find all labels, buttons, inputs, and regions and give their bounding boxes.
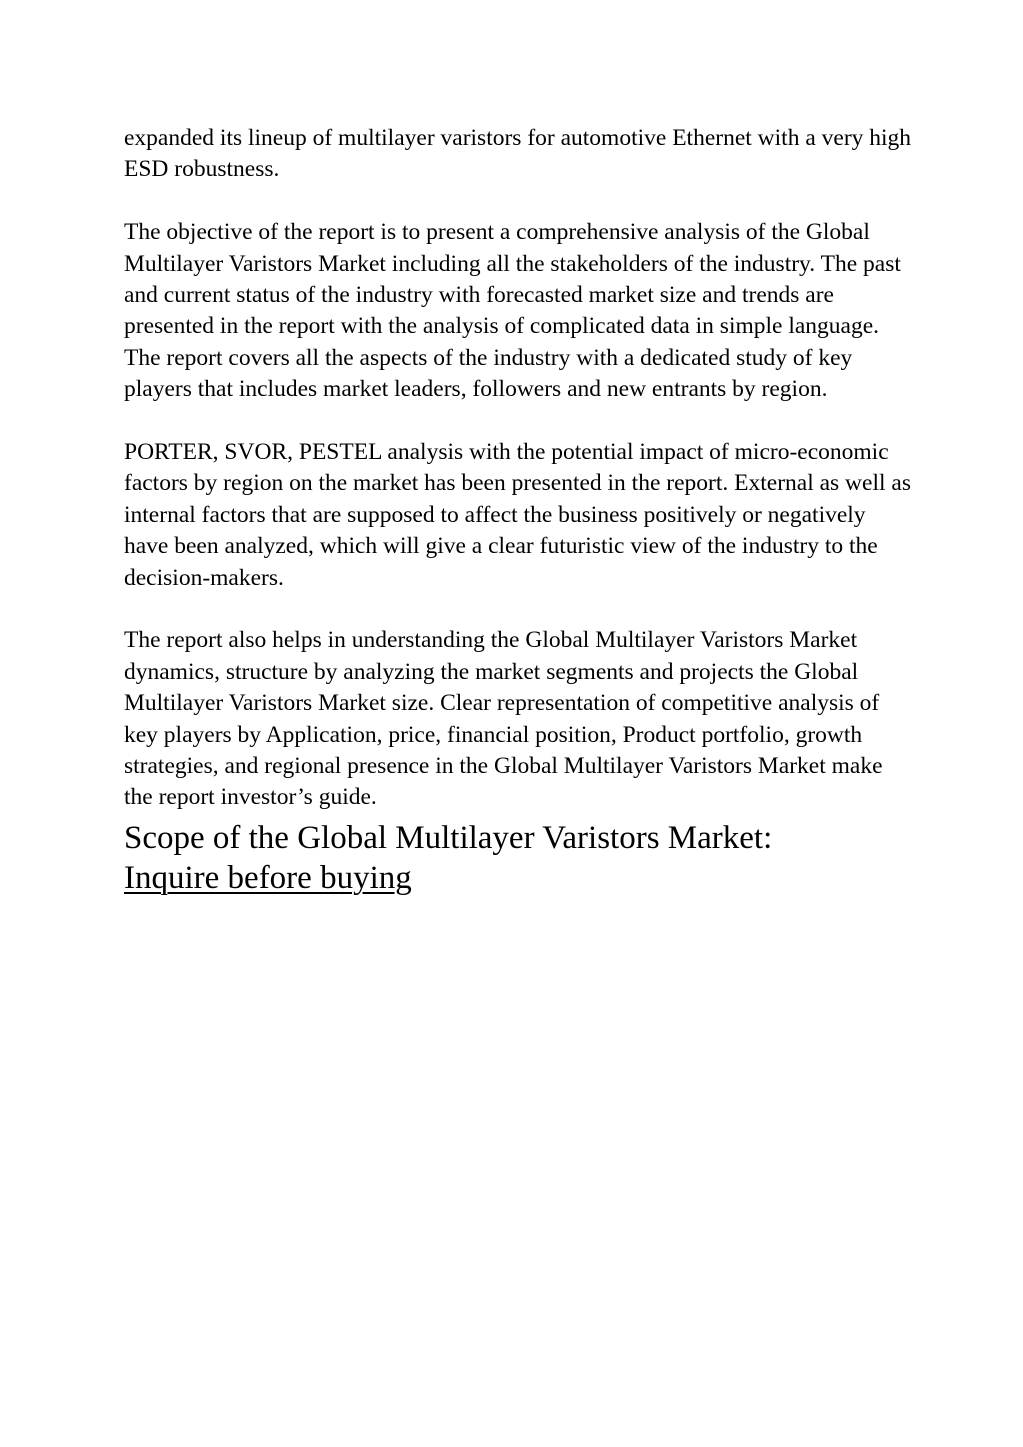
inquire-link[interactable]: Inquire before buying [124, 859, 412, 896]
paragraph-objective: The objective of the report is to present a comprehensive analysis of the Global Multilayer Varistors Market including all the stakeholders of the industry. The past and current status of the industry with forecasted market size and trends are presented in the report with the analysis of complicated data in simple language. The report covers all the aspects of the industry with a dedicated study of key players that includes market leaders, followers and new entrants by region. [124, 219, 901, 403]
document-body [124, 123, 914, 898]
paragraph-analysis: PORTER, SVOR, PESTEL analysis with the potential impact of micro-economic factors by region on the market has been presented in the report. External as well as internal factors that are supposed to affect the business positively or negatively have been analyzed, which will give a clear futuristic view of the industry to the decision-makers. [124, 439, 911, 591]
section-heading: Scope of the Global Multilayer Varistors Market: [124, 819, 773, 856]
paragraph-intro: expanded its lineup of multilayer varistors for automotive Ethernet with a very high ESD robustness. [124, 125, 912, 183]
paragraph-dynamics: The report also helps in understanding the Global Multilayer Varistors Market dynamics, structure by analyzing the market segments and projects the Global Multilayer Varistors Market size. Clear representation of competitive analysis of key players by Application, price, financial position, Product portfolio, growth strategies, and regional presence in the Global Multilayer Varistors Market make the report investor’s guide. [124, 627, 883, 811]
